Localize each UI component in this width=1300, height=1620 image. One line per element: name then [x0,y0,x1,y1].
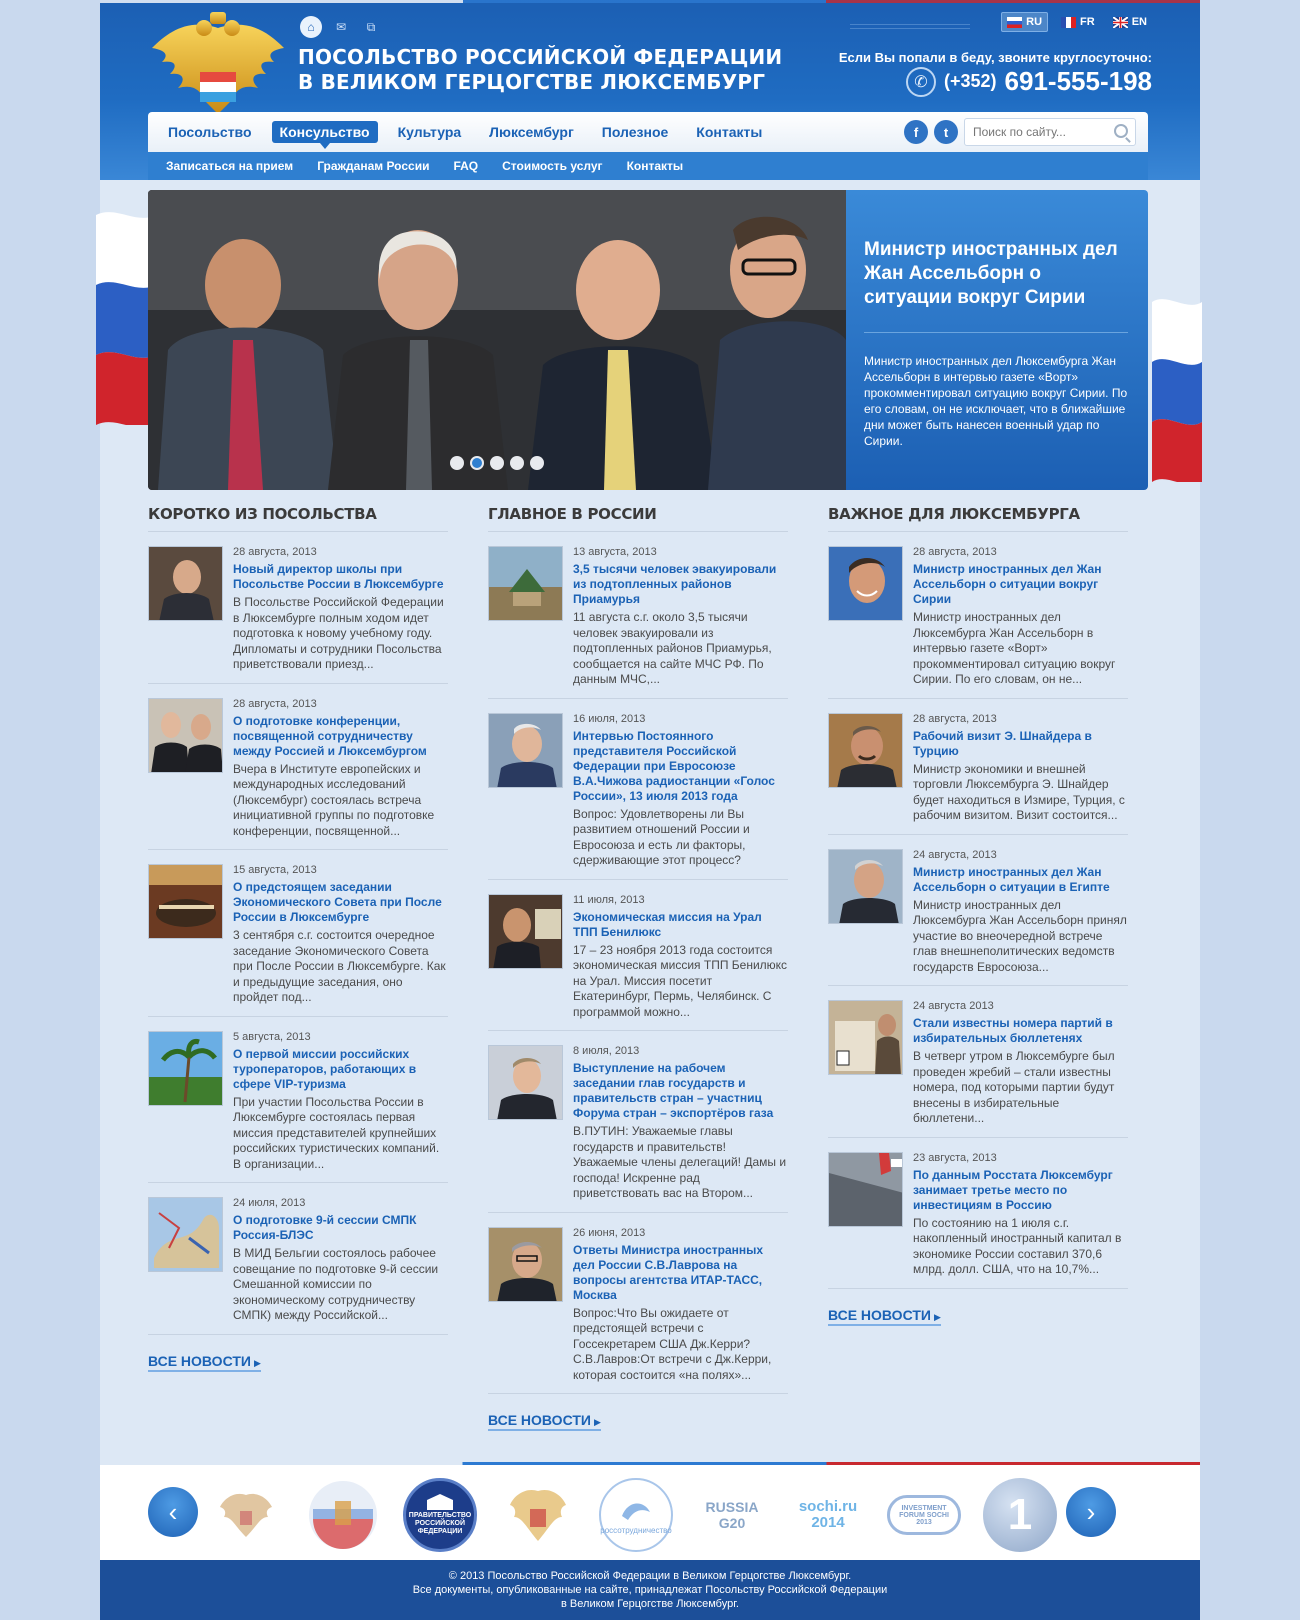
slider-dot-5[interactable] [530,456,544,470]
government-label: ПРАВИТЕЛЬСТВО РОССИЙСКОЙ ФЕДЕРАЦИИ [408,1512,472,1535]
coat-of-arms-icon [506,1483,570,1547]
news-title[interactable]: Министр иностранных дел Жан Ассельборн о ситуации вокруг Сирии [913,562,1102,606]
nav-item-konsulstvo[interactable]: Консульство [272,121,378,143]
ministers-photo [148,190,846,490]
forum-label: INVESTMENT FORUM SOCHI 2013 [899,1504,949,1526]
news-date: 24 августа 2013 [913,1000,994,1012]
partner-logo-investment-forum[interactable] [886,1477,962,1553]
russian-flag-left [96,205,156,425]
news-title[interactable]: Интервью Постоянного представителя Российской Федерации при Евросоюзе В.А.Чижова радиостанции «Голос России», 13 июля 2013 года [573,728,775,803]
news-date: 13 августа, 2013 [573,546,657,558]
news-thumbnail[interactable] [488,713,563,788]
russian-flag-right [1152,292,1202,482]
subnav-item-faq[interactable]: FAQ [453,159,479,173]
sitemap-icon[interactable]: ⧉ [366,19,376,34]
partner-logo-channel-one[interactable] [982,1477,1058,1553]
lang-en[interactable] [1108,13,1152,31]
news-title[interactable]: Министр иностранных дел Жан Ассельборн о ситуации в Египте [913,864,1110,894]
subnav-item-citizens[interactable]: Гражданам России [317,159,430,173]
news-excerpt: Вопрос: Удовлетворены ли Вы развитием отношений России и Евросоюза и есть ли факторы, сдерживающие этот процесс? [573,806,750,867]
partner-logo-coat-of-arms[interactable] [500,1477,576,1553]
partner-logo-eagle[interactable] [208,1477,284,1553]
news-thumbnail[interactable] [488,546,563,621]
slider-dot-1[interactable] [450,456,464,470]
social-links [904,120,958,144]
phone-number: 691-555-198 [1004,66,1152,96]
slider-dot-3[interactable] [490,456,504,470]
lang-fr[interactable] [1056,13,1100,31]
news-date: 28 августа, 2013 [913,712,997,725]
news-thumbnail[interactable] [828,546,903,621]
nav-item-luxembourg[interactable]: Люксембург [489,124,574,140]
lang-en-label: EN [1131,16,1147,28]
slider-dot-4[interactable] [510,456,524,470]
top-icons [300,16,382,38]
news-excerpt: 17 – 23 ноября 2013 года состоится экономическая миссия ТПП Бенилюкс на Урал. Миссия посетит Екатеринбург, Пермь, Челябинск. С программой можно... [573,942,788,1019]
france-flag-icon [1061,17,1076,28]
partner-logo-government[interactable] [402,1477,478,1553]
news-item [828,699,1128,835]
all-news-label: ВСЕ НОВОСТИ [828,1306,931,1323]
news-date: 15 августа, 2013 [233,864,317,876]
channel-one-icon [983,1478,1057,1552]
sochi-2014-icon [790,1499,866,1531]
news-excerpt: Министр иностранных дел Люксембурга Жан Ассельборн принял участие во внеочередной встрече глав внешнеполитических ведомств государств Евросоюза... [913,897,1127,974]
chevron-right-icon: › [1086,1496,1096,1527]
arrow-right-icon: ▶ [593,1417,601,1427]
news-title[interactable]: О подготовке 9-й сессии СМПК Россия-БЛЭС [233,1213,417,1242]
news-title[interactable]: О первой миссии российских туроператоров, работающих в сфере VIP-туризма [233,1046,417,1091]
main-nav [148,112,1148,152]
column-heading: ГЛАВНОЕ В РОССИИ [488,505,788,532]
news-thumbnail[interactable] [148,864,223,939]
search-input[interactable] [964,118,1136,146]
footer-rights-line1: Все документы, опубликованные на сайте, принадлежат Посольству Российской Федерации [412,1584,888,1596]
decorative-line [850,24,970,29]
site-title-line2: В ВЕЛИКОМ ГЕРЦОГСТВЕ ЛЮКСЕМБУРГ [298,70,766,94]
news-title[interactable]: О подготовке конференции, посвященной сотрудничеству между Россией и Люксембургом [233,713,427,758]
partners-carousel [100,1462,1200,1560]
search-icon[interactable] [1114,124,1128,138]
footer-rights-line2: в Великом Герцогстве Люксембург. [561,1598,739,1610]
news-item [488,1031,788,1213]
news-thumbnail[interactable] [828,849,903,924]
nav-item-kontakty[interactable]: Контакты [696,124,763,140]
news-date: 16 июля, 2013 [573,712,646,725]
news-date: 24 июля, 2013 [233,1197,306,1209]
phone-code: (+352) [943,71,997,91]
news-excerpt: Министр иностранных дел Люксембурга Жан Ассельборн в интервью газете «Ворт» прокомментировал ситуацию вокруг Сирии. По его словам, он не... [913,610,1116,686]
news-excerpt: В.ПУТИН: Уважаемые главы государств и правительств! Уважаемые члены делегаций! Дамы и господа! Искренне рад приветствовать вас на Втором... [573,1124,787,1200]
news-excerpt: В четверг утром в Люксембурге был проведен жребий – стали известны номера, под которыми партии будут внесены в избирательные бюллетени... [913,1049,1115,1125]
russia-g20-icon [694,1499,770,1531]
news-item [488,532,788,699]
news-item [148,1017,448,1184]
news-title[interactable]: О предстоящем заседании Экономического Совета при После России в Люксембурге [233,880,442,924]
news-thumbnail[interactable] [488,1227,563,1302]
news-item [488,880,788,1032]
news-title[interactable]: 3,5 тысячи человек эвакуировали из подтопленных районов Приамурья [573,562,777,606]
investment-forum-icon [887,1495,961,1535]
russia-emblem-icon [307,1479,379,1551]
all-news-link[interactable] [148,1353,261,1372]
news-title[interactable]: Рабочий визит Э. Шнайдера в Турцию [913,728,1092,758]
news-excerpt: Вопрос:Что Вы ожидаете от предстоящей встречи с Госсекретарем США Дж.Керри? С.В.Лавров:От встречи с Дж.Керри, которая состоится «на полях»... [573,1305,772,1382]
news-slider [148,190,1148,490]
all-news-label: ВСЕ НОВОСТИ [488,1412,591,1428]
partner-logo-sochi[interactable] [790,1477,866,1553]
carousel-prev-button[interactable] [148,1487,198,1537]
news-title[interactable]: По данным Росстата Люксембург занимает третье место по инвестициям в Россию [913,1167,1113,1212]
news-thumbnail[interactable] [148,546,223,621]
lang-fr-label: FR [1080,16,1095,28]
slider-dots [450,456,544,470]
column-heading: ВАЖНОЕ ДЛЯ ЛЮКСЕМБУРГА [828,505,1128,532]
slider-text: Министр иностранных дел Люксембурга Жан Ассельборн в интервью газете «Ворт» прокомментировал ситуацию вокруг Сирии. По его словам, он не исключает, что в ближайшие дни может быть нанесен военный удар по Сирии. [864,354,1128,448]
partner-logo-russia[interactable] [305,1477,381,1553]
site-footer [100,1560,1200,1620]
news-item [148,684,448,851]
slider-caption [846,190,1148,490]
eagle-emblem-icon [216,1485,276,1545]
news-item [828,532,1128,699]
emergency-phone[interactable] [906,66,1152,97]
news-thumbnail[interactable] [828,713,903,788]
all-news-link[interactable] [488,1412,601,1431]
news-thumbnail[interactable] [488,1045,563,1120]
arrow-right-icon: ▶ [933,1311,941,1322]
site-header [100,0,1200,180]
news-item [828,986,1128,1138]
news-item [148,850,448,1017]
chevron-left-icon: ‹ [168,1496,178,1527]
sochi-label: sochi.ru 2014 [798,1498,858,1531]
tricolor-line [100,0,1200,3]
news-thumbnail[interactable] [148,1031,223,1106]
lang-ru[interactable] [1001,12,1048,32]
news-date: 28 августа, 2013 [233,697,317,710]
news-date: 23 августа, 2013 [913,1151,997,1164]
nav-item-posolstvo[interactable]: Посольство [168,124,252,140]
partner-logo-rossotrudnichestvo[interactable] [598,1477,674,1553]
footer-copyright: © 2013 Посольство Российской Федерации в Великом Герцогстве Люксембург. [448,1570,852,1582]
news-thumbnail[interactable] [488,894,563,969]
slider-dot-2[interactable] [470,456,484,470]
rossotrudnichestvo-label: россотрудничество [600,1525,672,1535]
home-icon[interactable]: ⌂ [300,16,322,38]
partner-logo-g20[interactable] [694,1477,770,1553]
news-item [828,835,1128,987]
subnav-item-contacts[interactable]: Контакты [626,159,684,173]
news-date: 5 августа, 2013 [233,1030,311,1043]
subnav-item-prices[interactable]: Стоимость услуг [502,159,603,173]
slider-photo[interactable] [148,190,846,490]
channel-one-label: 1 [1007,1490,1033,1539]
news-item [148,532,448,684]
mail-icon[interactable]: ✉ [335,20,347,34]
all-news-label: ВСЕ НОВОСТИ [148,1352,251,1369]
news-excerpt: Министр экономики и внешней торговли Люксембурга Э. Шнайдер будет находиться в Измире, Турция, с рабочим визитом. Визит состоится... [913,761,1125,822]
news-excerpt: В Посольстве Российской Федерации в Люксембурге полным ходом идет подготовка к новому учебному году. Дипломаты и сотрудники Посольства приветствовали приезд... [233,595,444,671]
news-item [148,1183,448,1335]
news-thumbnail[interactable] [148,698,223,773]
page [100,0,1200,1620]
column-russia [488,505,788,1431]
news-excerpt: 11 августа с.г. около 3,5 тысячи человек эвакуировали из подтопленных районов Приамурья, сообщается на сайте МЧС РФ. По данным МЧС,... [573,610,772,686]
twitter-icon[interactable]: t [934,120,958,144]
news-date: 11 июля, 2013 [573,893,645,906]
coat-of-arms-logo[interactable] [148,10,288,114]
slider-title[interactable]: Министр иностранных дел Жан Ассельборн о ситуации вокруг Сирии [864,238,1128,333]
news-item [488,699,788,880]
news-excerpt: Вчера в Институте европейских и международных исследований (Люксембург) состоялась встреча инициативной группы по подготовке конференции, посвященной... [233,761,435,838]
arrow-right-icon: ▶ [253,1357,261,1368]
news-date: 28 августа, 2013 [913,546,997,558]
rossotrudnichestvo-icon [599,1478,673,1552]
news-excerpt: При участии Посольства России в Люксембурге состоялась первая миссия представителей крупнейших российских туристических компаний. В организации... [233,1094,440,1171]
sub-nav [148,152,1148,180]
column-embassy [148,505,448,1372]
news-title[interactable]: Выступление на рабочем заседании глав государств и правительств стран – участниц Форума стран – экспортёров газа [573,1061,774,1120]
uk-flag-icon [1113,17,1128,28]
emergency-text: Если Вы попали в беду, звоните круглосуточно: [838,50,1152,65]
carousel-next-button[interactable] [1066,1487,1116,1537]
facebook-icon[interactable]: f [904,120,928,144]
nav-item-poleznoe[interactable]: Полезное [601,124,669,140]
site-title[interactable] [298,45,782,95]
government-icon [403,1478,477,1552]
news-date: 26 июня, 2013 [573,1226,646,1239]
news-title[interactable]: Новый директор школы при Посольстве России в Люксембурге [233,562,444,591]
language-switcher [1001,12,1152,32]
news-thumbnail[interactable] [828,1000,903,1075]
news-item [828,1138,1128,1289]
news-date: 24 августа, 2013 [913,848,997,861]
news-date: 28 августа, 2013 [233,546,317,558]
news-excerpt: В МИД Бельгии состоялось рабочее совещание по подготовке 9-й сессии Смешанной комиссии по экономическому сотрудничеству СМПК) между Российской... [233,1246,439,1322]
subnav-item-appointment[interactable]: Записаться на прием [166,159,294,173]
site-title-line1: ПОСОЛЬСТВО РОССИЙСКОЙ ФЕДЕРАЦИИ [298,45,783,69]
news-title[interactable]: Ответы Министра иностранных дел России С.В.Лаврова на вопросы агентства ИТАР-ТАСС, Москва [573,1242,764,1302]
news-thumbnail[interactable] [828,1152,903,1227]
news-excerpt: 3 сентября с.г. состоится очередное заседание Экономического Совета при После России в Люксембурге. Как и предыдущие заседания, оно пройдет под... [233,928,446,1004]
news-title[interactable]: Стали известны номера партий в избирательных бюллетенях [913,1016,1113,1045]
phone-icon: ✆ [906,67,936,97]
news-date: 8 июля, 2013 [573,1045,640,1057]
all-news-link[interactable] [828,1307,941,1326]
lang-ru-label: RU [1026,16,1043,28]
russia-flag-icon [1007,17,1022,28]
news-item [488,1213,788,1395]
column-heading: КОРОТКО ИЗ ПОСОЛЬСТВА [148,505,448,532]
column-luxembourg [828,505,1128,1326]
news-thumbnail[interactable] [148,1197,223,1272]
news-title[interactable]: Экономическая миссия на Урал ТПП Бенилюкс [573,909,762,939]
nav-item-kultura[interactable]: Культура [397,124,462,140]
g20-label: RUSSIA G20 [705,1499,759,1531]
news-excerpt: По состоянию на 1 июля с.г. накопленный иностранный капитал в экономике России составил 370,6 млрд. долл. США, что на 10,7%... [913,1215,1122,1276]
